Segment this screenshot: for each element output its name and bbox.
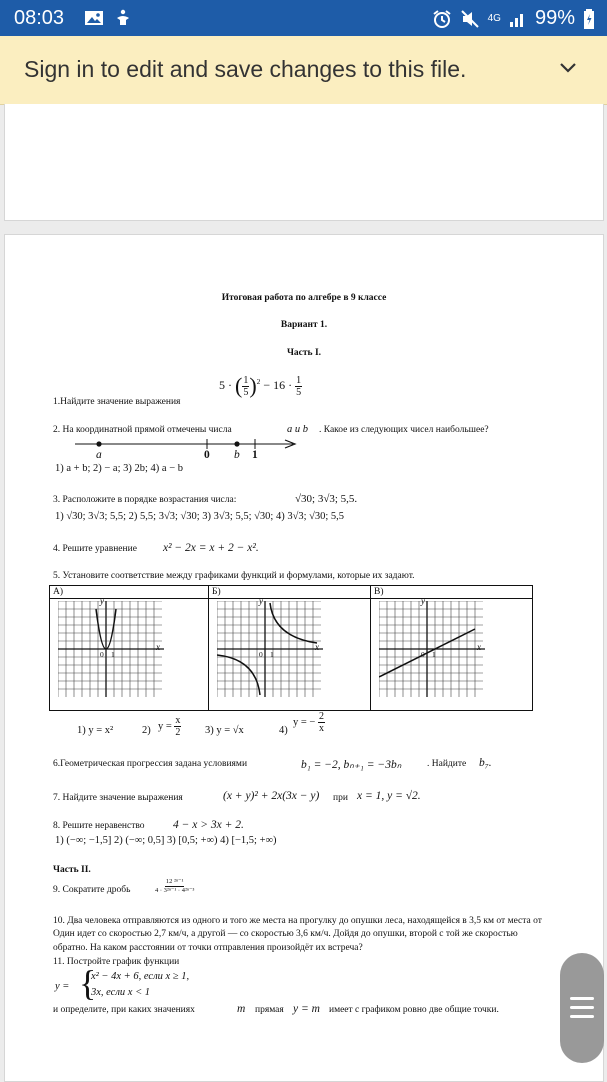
gallery-icon (84, 9, 104, 27)
graph-a-parabola (58, 601, 164, 697)
network-type: 4G (487, 12, 501, 24)
q9-fraction (155, 878, 194, 895)
formula-4-frac (318, 711, 325, 734)
formula-1: 1) y = x² (77, 725, 114, 736)
status-time: 08:03 (14, 7, 65, 29)
q1-expr-a: 5 · (219, 377, 232, 392)
q2-options: 1) a + b; 2) − a; 3) 2b; 4) a − b (55, 463, 183, 474)
q11-brace: { (79, 963, 97, 1003)
q6-label: 6.Геометрическая прогрессия задана условиями (53, 759, 248, 769)
graph-b-axis-x: x (315, 642, 319, 652)
formula-4-num: 4) (279, 725, 288, 736)
q3-options: 1) √30; 3√3; 5,5; 2) 5,5; 3√3; √30; 3) 3√3; 5,5; √30; 4) 3√3; √30; 5,5 (55, 511, 345, 522)
formula-2 (158, 715, 181, 738)
q7-expression: (x + y)² + 2x(3x − y) (223, 790, 320, 802)
formula-2-frac-num: x (175, 715, 181, 726)
status-bar (0, 0, 607, 36)
document-page-1 (4, 104, 604, 221)
q1-frac2 (295, 375, 302, 398)
q4-equation: x² − 2x = x + 2 − x². (163, 542, 259, 554)
graph-c-axis-y: y (421, 596, 425, 606)
graph-c-tick-zero: 0 (421, 650, 425, 659)
q3-numbers: √30; 3√3; 5,5. (295, 493, 358, 505)
graph-a-tick-zero: 0 (100, 650, 104, 659)
q9-den: 4 · 3²ⁿ⁻¹ · 4²ⁿ⁻³ (155, 887, 195, 894)
alarm-icon (432, 9, 452, 29)
q11-tail-m: m (237, 1003, 246, 1015)
battery-percent: 99% (534, 7, 575, 29)
formula-4-lhs: y = − (293, 716, 316, 728)
axis-label-zero: 0 (204, 449, 210, 461)
q7-values: x = 1, y = √2. (357, 790, 421, 802)
q11-y: y = (55, 981, 70, 992)
scroll-handle-line (570, 1006, 594, 1009)
graph-a-tick-one: 1 (111, 650, 115, 659)
accessibility-icon (114, 9, 132, 27)
q8-label: 8. Решите неравенство (53, 821, 145, 831)
q11-case1: x² − 4x + 6, если x ≥ 1, (91, 971, 190, 982)
q1-expression (219, 373, 302, 399)
q10-line2: Один идет со скоростью 2,7 км/ч, а другой — со скоростью 3,6 км/ч. Дойдя до опушки, второй с той же скоростью (53, 929, 518, 939)
q1-frac2-num: 1 (296, 374, 302, 386)
q7-label: 7. Найдите значение выражения (53, 793, 183, 803)
doc-part1: Часть I. (286, 348, 322, 358)
chevron-down-icon[interactable] (559, 62, 577, 74)
q4-label: 4. Решите уравнение (53, 544, 137, 554)
doc-title: Итоговая работа по алгебре в 9 классе (221, 293, 387, 303)
point-b (234, 441, 239, 446)
formula-4-frac-den: x (318, 723, 324, 734)
q8-options: 1) (−∞; −1,5] 2) (−∞; 0,5] 3) [0,5; +∞) 4) [−1,5; +∞) (55, 835, 277, 846)
graph-b-tick-one: 1 (270, 650, 274, 659)
document-content (5, 235, 603, 1081)
axis-label-a: a (96, 449, 102, 461)
q1-expr-b: − 16 · (263, 377, 293, 392)
graph-b-hyperbola (217, 601, 323, 697)
axis-label-b: b (234, 449, 240, 461)
formula-2-frac-den: 2 (175, 727, 181, 738)
q11-label: 11. Постройте график функции (53, 957, 180, 967)
graph-b-tick-zero: 0 (259, 650, 263, 659)
document-page-2 (4, 234, 604, 1082)
doc-part2: Часть II. (53, 865, 91, 875)
q11-tail-b: прямая (255, 1005, 284, 1015)
formula-3: 3) y = √x (205, 725, 244, 736)
q6-condition: b₁ = −2, bₙ₊₁ = −3bₙ (301, 759, 402, 771)
q1-paren-close: ) (249, 373, 257, 398)
q2-label: 2. На координатной прямой отмечены числа (53, 425, 232, 435)
mute-icon (460, 9, 480, 29)
q1-paren-open: ( (235, 373, 243, 398)
q1-power: 2 (256, 376, 261, 386)
graph-a-axis-x: x (156, 642, 160, 652)
fast-scroll-handle[interactable] (560, 953, 604, 1063)
graph-c-axis-x: x (477, 642, 481, 652)
doc-variant: Вариант 1. (280, 320, 328, 330)
graph-a-axis-y: y (100, 596, 104, 606)
q9-label: 9. Сократите дробь (53, 885, 131, 895)
formula-2-frac (174, 715, 181, 738)
axis-label-one: 1 (252, 449, 258, 461)
graphs-header-line (50, 598, 532, 599)
q1-label: 1.Найдите значение выражения (53, 397, 181, 407)
graph-label-c: В) (374, 587, 384, 597)
number-line (75, 435, 300, 455)
formula-2-num: 2) (142, 725, 151, 736)
battery-icon (583, 9, 595, 29)
q9-frac (155, 878, 194, 895)
q1-frac-den: 5 (243, 386, 249, 398)
banner-text[interactable]: Sign in to edit and save changes to this file. (24, 56, 467, 82)
formula-4-frac-num: 2 (318, 711, 324, 722)
graph-label-a: A) (53, 587, 64, 597)
graph-c-tick-one: 1 (432, 650, 436, 659)
q2-vars: a и b (287, 424, 308, 435)
q3-label: 3. Расположите в порядке возрастания числа: (53, 495, 237, 505)
q8-inequality: 4 − x > 3x + 2. (173, 819, 244, 831)
sign-in-banner[interactable] (0, 36, 607, 105)
q10-line3: обратно. На каком расстоянии от точки отправления произойдёт их встреча? (53, 943, 363, 953)
q9-num: 12 ²ⁿ⁻¹ (165, 878, 184, 885)
formula-2-lhs: y = (158, 720, 172, 732)
scroll-handle-line (570, 1015, 594, 1018)
q7-at: при (333, 793, 348, 803)
point-a (96, 441, 101, 446)
q5-label: 5. Установите соответствие между графиками функций и формулами, которые их задают. (53, 571, 415, 581)
q11-tail-a: и определите, при каких значениях (53, 1005, 195, 1015)
graph-label-b: Б) (212, 587, 221, 597)
scroll-handle-line (570, 997, 594, 1000)
q6-find: . Найдите (427, 759, 467, 769)
q6-target: b₇. (479, 757, 492, 769)
graph-c-line (379, 601, 485, 697)
graph-b-axis-y: y (259, 596, 263, 606)
formula-4 (293, 711, 325, 734)
q2-rest: . Какое из следующих чисел наибольшее? (319, 425, 489, 435)
q11-tail-eq: y = m (293, 1003, 320, 1015)
q1-frac-num: 1 (243, 374, 249, 386)
signal-icon (509, 10, 527, 28)
graphs-table (49, 585, 533, 711)
q1-frac2-den: 5 (296, 386, 302, 398)
q11-tail-c: имеет с графиком ровно две общие точки. (329, 1005, 499, 1015)
q10-line1: 10. Два человека отправляются из одного и того же места на прогулку до опушки леса, находящейся в 3,5 км от места от (53, 916, 542, 926)
q11-case2: 3x, если x < 1 (91, 987, 151, 998)
